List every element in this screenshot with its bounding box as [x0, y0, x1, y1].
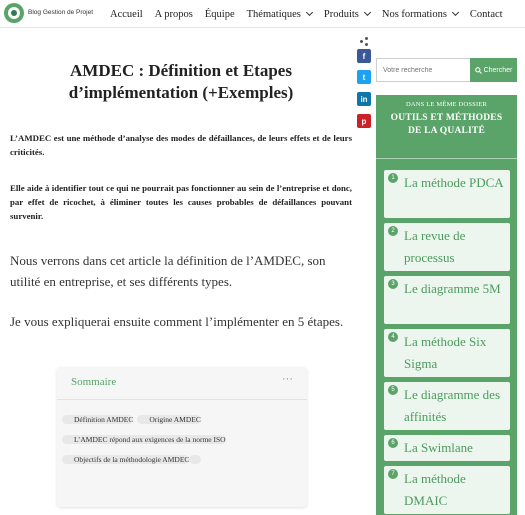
chevron-down-icon — [452, 9, 459, 16]
dossier-divider — [376, 158, 517, 159]
dossier-item[interactable] — [384, 276, 510, 324]
dossier-item-label: La méthode PDCA — [404, 175, 504, 190]
main-nav — [110, 0, 515, 28]
site-header — [0, 0, 525, 28]
pinterest-share-button[interactable] — [357, 114, 371, 128]
search-button[interactable] — [470, 58, 517, 82]
nav-label: A propos — [154, 8, 193, 20]
nav-label: Nos formations — [381, 8, 447, 20]
toc-item[interactable]: Objectifs de la méthodologie AMDEC — [62, 455, 189, 464]
facebook-share-button[interactable] — [357, 49, 371, 63]
toc-item[interactable]: L’AMDEC répond aux exigences de la norme ISO — [62, 435, 226, 444]
dossier-item[interactable] — [384, 329, 510, 377]
dossier-item-label: La méthode DMAIC — [404, 471, 466, 508]
dossier-item[interactable] — [384, 170, 510, 218]
nav-label: Produits — [323, 8, 359, 20]
dossier-item-number: 5 — [388, 385, 398, 395]
linkedin-share-button[interactable] — [357, 92, 371, 106]
nav-item-thematiques[interactable] — [247, 9, 312, 20]
search-icon — [475, 67, 482, 74]
dossier-subtitle: DANS LE MÊME DOSSIER — [405, 101, 488, 108]
dossier-item[interactable] — [384, 382, 510, 430]
nav-item-contact[interactable] — [470, 9, 503, 20]
dossier-item[interactable] — [384, 223, 510, 271]
nav-label: Accueil — [110, 8, 143, 20]
toc-toggle-icon[interactable]: ··· — [282, 373, 293, 385]
toc-item[interactable]: Origine AMDEC — [137, 415, 200, 424]
dossier-item-label: La revue de processus — [404, 228, 466, 265]
nav-item-nos-formations[interactable] — [382, 9, 458, 20]
site-logo-icon[interactable] — [4, 3, 24, 23]
dossier-item-label: La méthode Six Sigma — [404, 334, 487, 371]
article-paragraph-1: Nous verrons dans cet article la définition de l’AMDEC, son utilité en entreprise, et ses différents types. — [10, 253, 326, 289]
share-icon[interactable] — [360, 37, 368, 45]
site-logo-text[interactable]: Blog Gestion de Projet — [28, 9, 94, 16]
dossier-item-label: Le diagramme des affinités — [404, 387, 501, 424]
table-of-contents — [57, 367, 307, 507]
toc-list — [62, 409, 299, 469]
dossier-item-number: 6 — [388, 438, 398, 448]
chevron-down-icon — [364, 9, 371, 16]
nav-item-a-propos[interactable] — [155, 9, 193, 20]
dossier-item-number: 2 — [388, 226, 398, 236]
toc-divider — [57, 399, 307, 400]
twitter-icon: t — [362, 72, 366, 82]
dossier-item-label: La Swimlane — [404, 440, 473, 455]
article-lead-2: Elle aide à identifier tout ce qui ne pourrait pas fonctionner au sein de l’entreprise et donc, par effet de ricochet, à éliminer toutes les causes probables de défaillances pouvant survenir. — [10, 183, 352, 221]
dossier-title-line: DE LA QUALITÉ — [407, 126, 486, 136]
pinterest-icon: p — [361, 116, 367, 126]
dossier-item[interactable] — [384, 466, 510, 514]
linkedin-icon: in — [360, 94, 368, 104]
dossier-item-number: 7 — [388, 469, 398, 479]
nav-item-produits[interactable] — [324, 9, 370, 20]
nav-label: Équipe — [204, 8, 235, 20]
dossier-item-number: 1 — [388, 173, 398, 183]
search-input[interactable] — [376, 58, 470, 82]
nav-item-accueil[interactable] — [110, 9, 143, 20]
nav-item-equipe[interactable] — [205, 9, 235, 20]
facebook-icon: f — [362, 51, 366, 61]
related-dossier-panel — [376, 95, 517, 515]
dossier-title-line: OUTILS ET MÉTHODES — [390, 113, 503, 123]
article-lead-1: L’AMDEC est une méthode d’analyse des modes de défaillances, de leurs effets et de leurs criticités. — [10, 133, 352, 157]
dossier-header — [376, 95, 517, 157]
toc-title[interactable]: Sommaire — [71, 376, 117, 388]
dossier-item-number: 3 — [388, 279, 398, 289]
search-button-label: Chercher — [483, 66, 513, 74]
article-paragraph-2: Je vous expliquerai ensuite comment l’implémenter en 5 étapes. — [10, 314, 344, 329]
nav-label: Thématiques — [246, 8, 301, 20]
dossier-item-label: Le diagramme 5M — [404, 281, 501, 296]
dossier-item[interactable] — [384, 435, 510, 461]
toc-item[interactable]: Définition AMDEC — [62, 415, 133, 424]
twitter-share-button[interactable] — [357, 70, 371, 84]
article-title: AMDEC : Définition et Etapes d’implémentation (+Exemples) — [68, 61, 294, 102]
dossier-item-number: 4 — [388, 332, 398, 342]
nav-label: Contact — [469, 8, 503, 20]
toc-item[interactable] — [189, 455, 201, 464]
dossier-title[interactable] — [376, 112, 517, 138]
chevron-down-icon — [306, 9, 313, 16]
